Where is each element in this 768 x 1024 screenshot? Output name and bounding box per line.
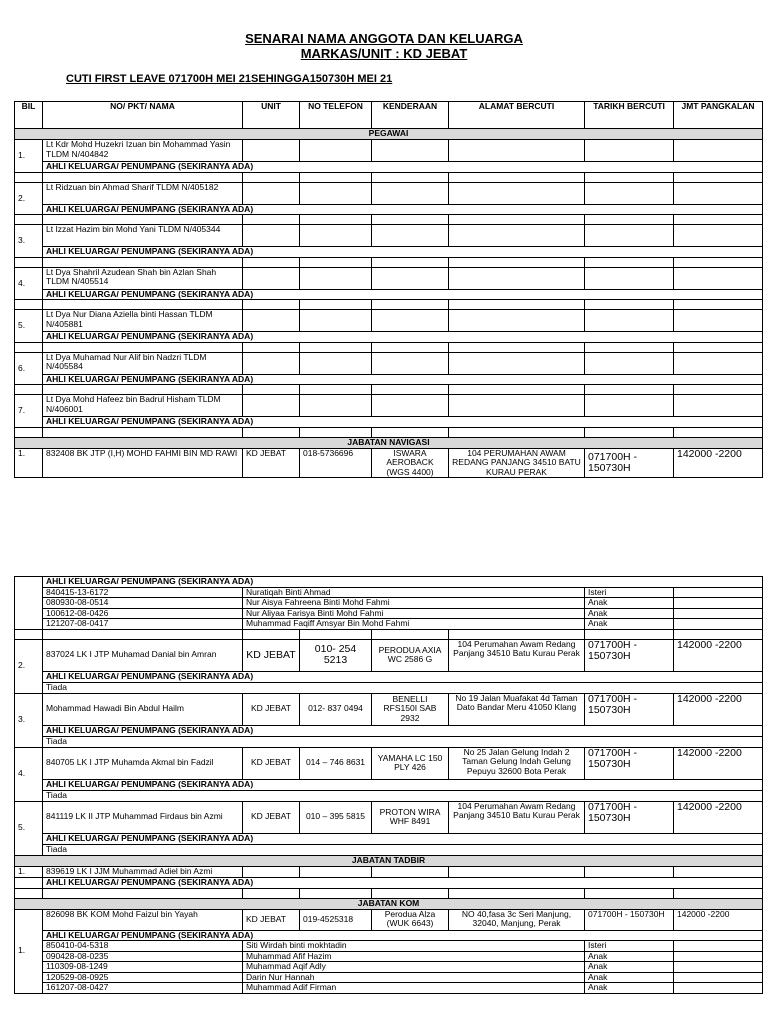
family-label-row: [15, 577, 763, 588]
member-ic: 850410-04-5318: [43, 941, 243, 952]
col-alamat: ALAMAT BERCUTI: [449, 102, 585, 129]
row-nama: Lt Ridzuan bin Ahmad Sharif TLDM N/405182: [43, 182, 243, 204]
row-bil: 7.: [15, 395, 43, 428]
family-label-row: [15, 833, 763, 844]
row-nama: Lt Dya Shahril Azudean Shah bin Azlan Shah TLDM N/405514: [43, 267, 243, 289]
member-ic: 080930-08-0514: [43, 598, 243, 609]
row-nama: Lt Kdr Mohd Huzekri Izuan bin Mohammad Yasin TLDM N/404842: [43, 140, 243, 162]
family-member-row: [15, 962, 763, 973]
family-member-row: [15, 972, 763, 983]
row-unit: KD JEBAT: [243, 909, 300, 930]
row-nama: 839619 LK I JJM Muhammad Adiel bin Azmi: [43, 866, 243, 877]
col-nama: NO/ PKT/ NAMA: [43, 102, 243, 129]
row-bil: 2.: [15, 639, 43, 693]
member-relation: Anak: [585, 608, 674, 619]
row-jmt: 142000 -2200: [674, 747, 763, 779]
family-label: AHLI KELUARGA/ PENUMPANG (SEKIRANYA ADA): [43, 930, 763, 941]
family-member-row: [15, 619, 763, 630]
table-row: [15, 801, 763, 833]
family-label-row: [15, 374, 763, 385]
row-unit: KD JEBAT: [243, 448, 300, 478]
family-label-row: [15, 332, 763, 343]
member-name: Darin Nur Hannah: [243, 972, 585, 983]
family-member-row: [15, 941, 763, 952]
section-kom: JABATAN KOM: [15, 898, 763, 909]
member-ic: 121207-08-0417: [43, 619, 243, 630]
row-unit: KD JEBAT: [243, 801, 300, 833]
member-relation: Isteri: [585, 941, 674, 952]
col-bil: BIL: [15, 102, 43, 129]
row-alamat: NO 40,fasa 3c Seri Manjung, 32040, Manjung, Perak: [449, 909, 585, 930]
row-nama: 841119 LK II JTP Muhammad Firdaus bin Azmi: [43, 801, 243, 833]
table-row: [15, 140, 763, 162]
row-nama: Lt Dya Muhamad Nur Alif bin Nadzri TLDM N/405584: [43, 352, 243, 374]
family-label: AHLI KELUARGA/ PENUMPANG (SEKIRANYA ADA): [43, 374, 763, 385]
row-telefon: 014 – 746 8631: [300, 747, 372, 779]
blank-row: [15, 888, 763, 898]
row-nama: Lt Dya Nur Diana Aziella binti Hassan TLDM N/405881: [43, 310, 243, 332]
family-member-row: [15, 608, 763, 619]
row-bil: 1.: [15, 909, 43, 993]
table-row: [15, 866, 763, 877]
row-bil: 4.: [15, 267, 43, 300]
family-label: AHLI KELUARGA/ PENUMPANG (SEKIRANYA ADA): [43, 779, 763, 790]
blank-row: [15, 257, 763, 267]
family-none-row: [15, 790, 763, 801]
family-label: AHLI KELUARGA/ PENUMPANG (SEKIRANYA ADA): [43, 417, 763, 428]
header-row: [15, 102, 763, 129]
family-member-row: [15, 951, 763, 962]
family-none: Tiada: [43, 736, 763, 747]
section-navigasi: JABATAN NAVIGASI: [15, 437, 763, 448]
member-relation: Anak: [585, 972, 674, 983]
row-alamat: 104 PERUMAHAN AWAM REDANG PANJANG 34510 BATU KURAU PERAK: [449, 448, 585, 478]
family-none: Tiada: [43, 682, 763, 693]
family-label-row: [15, 162, 763, 173]
family-label-row: [15, 289, 763, 300]
table-row: [15, 395, 763, 417]
member-ic: 110309-08-1249: [43, 962, 243, 973]
doc-subtitle-unit: MARKAS/UNIT : KD JEBAT: [300, 46, 468, 61]
row-nama: 826098 BK KOM Mohd Faizul bin Yayah: [43, 909, 243, 930]
blank-row: [15, 172, 763, 182]
col-tarikh: TARIKH BERCUTI: [585, 102, 674, 129]
row-bil: 1.: [15, 140, 43, 173]
row-kenderaan: ISWARA AEROBACK (WGS 4400): [372, 448, 449, 478]
family-none-row: [15, 736, 763, 747]
row-bil: 5.: [15, 310, 43, 343]
row-tarikh: 071700H - 150730H: [585, 909, 674, 930]
row-kenderaan: BENELLI RFS150I SAB 2932: [372, 693, 449, 725]
member-relation: Anak: [585, 983, 674, 994]
table-row: [15, 310, 763, 332]
family-none: Tiada: [43, 790, 763, 801]
family-label: AHLI KELUARGA/ PENUMPANG (SEKIRANYA ADA): [43, 671, 763, 682]
table-row: [15, 182, 763, 204]
member-relation: Isteri: [585, 587, 674, 598]
doc-title: SENARAI NAMA ANGGOTA DAN KELUARGA: [245, 31, 523, 46]
row-tarikh: 071700H - 150730H: [585, 801, 674, 833]
row-alamat: 104 Perumahan Awam Redang Panjang 34510 Batu Kurau Perak: [449, 639, 585, 671]
row-bil: 4.: [15, 747, 43, 801]
table-row: [15, 747, 763, 779]
row-bil: 5.: [15, 801, 43, 855]
member-ic: 090428-08-0235: [43, 951, 243, 962]
members-table-bottom: [14, 576, 763, 994]
row-unit: KD JEBAT: [243, 747, 300, 779]
family-member-row: [15, 983, 763, 994]
row-nama: 840705 LK I JTP Muhamda Akmal bin Fadzil: [43, 747, 243, 779]
table-row: [15, 267, 763, 289]
table-row: [15, 909, 763, 930]
row-jmt: 142000 -2200: [674, 909, 763, 930]
row-jmt: 142000 -2200: [674, 639, 763, 671]
table-row: [15, 225, 763, 247]
row-tarikh: 071700H - 150730H: [585, 639, 674, 671]
col-kenderaan: KENDERAAN: [372, 102, 449, 129]
row-jmt: 142000 -2200: [674, 693, 763, 725]
member-name: Muhammad Adif Firman: [243, 983, 585, 994]
member-name: Muhammad Afif Hazim: [243, 951, 585, 962]
row-alamat: 104 Perumahan Awam Redang Panjang 34510 Batu Kurau Perak: [449, 801, 585, 833]
blank-row: [15, 427, 763, 437]
blank-row: [15, 215, 763, 225]
blank-row: [15, 629, 763, 639]
row-telefon: 018-5736696: [300, 448, 372, 478]
blank-row: [15, 300, 763, 310]
row-telefon: 010 – 395 5815: [300, 801, 372, 833]
family-label-row: [15, 417, 763, 428]
row-nama: Lt Izzat Hazim bin Mohd Yani TLDM N/405344: [43, 225, 243, 247]
row-bil: 6.: [15, 352, 43, 385]
member-name: Nur Aisya Fahreena Binti Mohd Fahmi: [243, 598, 585, 609]
members-table-top: [14, 101, 763, 478]
row-tarikh: 071700H - 150730H: [585, 448, 674, 478]
family-label: AHLI KELUARGA/ PENUMPANG (SEKIRANYA ADA): [43, 725, 763, 736]
row-bil: 3.: [15, 225, 43, 258]
section-pegawai: PEGAWAI: [15, 129, 763, 140]
col-telefon: NO TELEFON: [300, 102, 372, 129]
row-bil: 3.: [15, 693, 43, 747]
family-label: AHLI KELUARGA/ PENUMPANG (SEKIRANYA ADA): [43, 247, 763, 258]
leave-period: CUTI FIRST LEAVE 071700H MEI 21SEHINGGA150730H MEI 21: [66, 73, 393, 85]
family-label-row: [15, 779, 763, 790]
family-label: AHLI KELUARGA/ PENUMPANG (SEKIRANYA ADA): [43, 204, 763, 215]
family-none: Tiada: [43, 844, 763, 855]
table-row: [15, 448, 763, 478]
table-row: [15, 693, 763, 725]
member-ic: 100612-08-0426: [43, 608, 243, 619]
member-ic: 840415-13-6172: [43, 587, 243, 598]
row-jmt: 142000 -2200: [674, 448, 763, 478]
member-name: Muhammad Faqiff Amsyar Bin Mohd Fahmi: [243, 619, 585, 630]
row-jmt: 142000 -2200: [674, 801, 763, 833]
family-label-row: [15, 930, 763, 941]
row-unit: KD JEBAT: [243, 693, 300, 725]
table-row: [15, 639, 763, 671]
row-nama: Lt Dya Mohd Hafeez bin Badrul Hisham TLDM N/406001: [43, 395, 243, 417]
family-none-row: [15, 682, 763, 693]
family-label: AHLI KELUARGA/ PENUMPANG (SEKIRANYA ADA): [43, 289, 763, 300]
row-tarikh: 071700H - 150730H: [585, 693, 674, 725]
family-label: AHLI KELUARGA/ PENUMPANG (SEKIRANYA ADA): [43, 877, 763, 888]
family-none-row: [15, 844, 763, 855]
family-label: AHLI KELUARGA/ PENUMPANG (SEKIRANYA ADA): [43, 577, 763, 588]
family-label: AHLI KELUARGA/ PENUMPANG (SEKIRANYA ADA): [43, 833, 763, 844]
family-label-row: [15, 877, 763, 888]
row-kenderaan: PROTON WIRA WHF 8491: [372, 801, 449, 833]
member-relation: Anak: [585, 962, 674, 973]
row-unit: KD JEBAT: [243, 639, 300, 671]
member-relation: Anak: [585, 598, 674, 609]
row-nama: 832408 BK JTP (I,H) MOHD FAHMI BIN MD RAWI: [43, 448, 243, 478]
row-kenderaan: Perodua Alza (WUK 6643): [372, 909, 449, 930]
family-label-row: [15, 671, 763, 682]
row-alamat: No 19 Jalan Muafakat 4d Taman Dato Bandar Meru 41050 Klang: [449, 693, 585, 725]
family-label-row: [15, 247, 763, 258]
col-unit: UNIT: [243, 102, 300, 129]
blank-row: [15, 342, 763, 352]
section-tadbir: JABATAN TADBIR: [15, 855, 763, 866]
member-ic: 161207-08-0427: [43, 983, 243, 994]
family-label: AHLI KELUARGA/ PENUMPANG (SEKIRANYA ADA): [43, 332, 763, 343]
family-member-row: [15, 587, 763, 598]
row-nama: Mohammad Hawadi Bin Abdul Hailm: [43, 693, 243, 725]
row-telefon: 019-4525318: [300, 909, 372, 930]
row-bil: 1.: [15, 866, 43, 877]
member-relation: Anak: [585, 951, 674, 962]
col-jmt: JMT PANGKALAN: [674, 102, 763, 129]
member-name: Muhammad Aqif Adly: [243, 962, 585, 973]
row-kenderaan: PERODUA AXIA WC 2586 G: [372, 639, 449, 671]
row-bil: 2.: [15, 182, 43, 215]
family-label-row: [15, 204, 763, 215]
row-bil: 1.: [15, 448, 43, 478]
row-tarikh: 071700H - 150730H: [585, 747, 674, 779]
family-label: AHLI KELUARGA/ PENUMPANG (SEKIRANYA ADA): [43, 162, 763, 173]
row-telefon: 010- 254 5213: [300, 639, 372, 671]
member-name: Nuratiqah Binti Ahmad: [243, 587, 585, 598]
family-member-row: [15, 598, 763, 609]
member-relation: Anak: [585, 619, 674, 630]
row-telefon: 012- 837 0494: [300, 693, 372, 725]
blank-row: [15, 385, 763, 395]
row-nama: 837024 LK I JTP Muhamad Danial bin Amran: [43, 639, 243, 671]
table-row: [15, 352, 763, 374]
member-name: Nur Aliyaa Farisya Binti Mohd Fahmi: [243, 608, 585, 619]
row-kenderaan: YAMAHA LC 150 PLY 426: [372, 747, 449, 779]
member-name: Siti Wirdah binti mokhtadin: [243, 941, 585, 952]
member-ic: 120529-08-0925: [43, 972, 243, 983]
row-alamat: No 25 Jalan Gelung Indah 2 Taman Gelung Indah Gelung Pepuyu 32600 Bota Perak: [449, 747, 585, 779]
family-label-row: [15, 725, 763, 736]
